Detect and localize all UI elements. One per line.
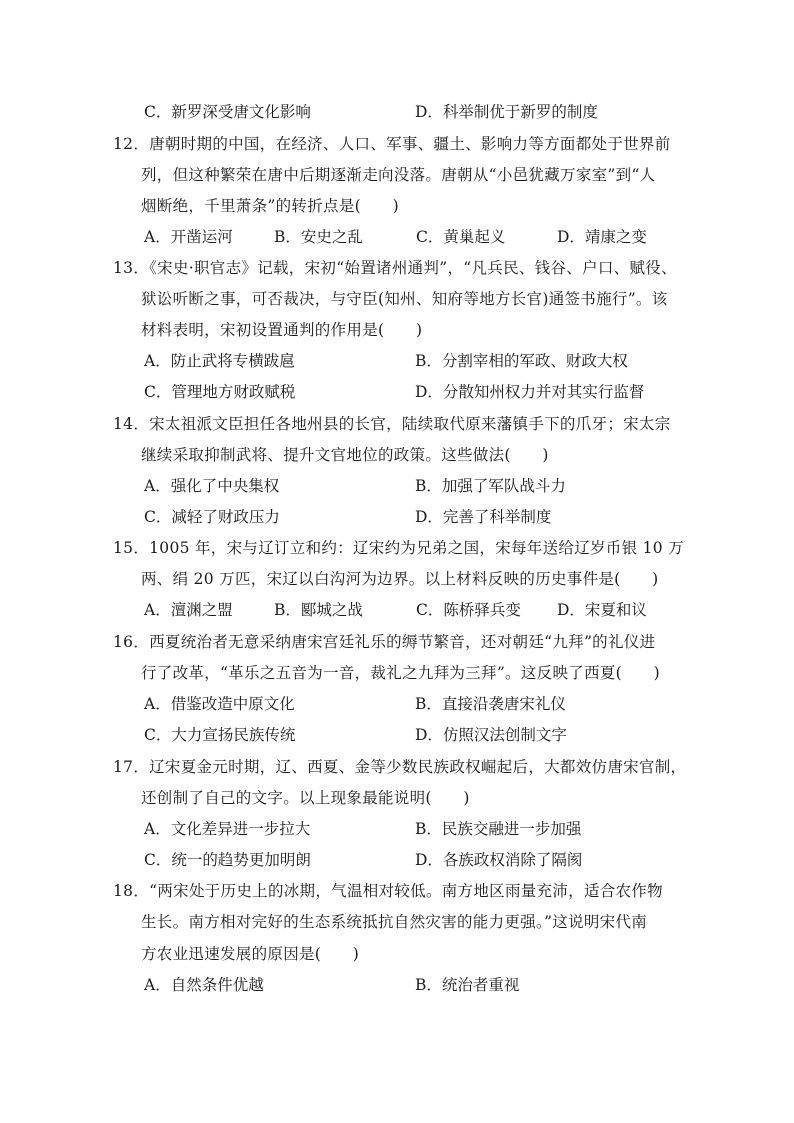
q13-text-line-1: 13．《宋史·职官志》记载，宋初“始置诸州通判”，“凡兵民、钱谷、户口、赋役、 [113,259,677,277]
q18-text-line-2: 生长。南方相对完好的生态系统抵抗自然灾害的能力更强。”这说明宋代南 [141,913,648,931]
q15-text-line-1: 15．1005 年，宋与辽订立和约：辽宋约为兄弟之国，宋每年送给辽岁币银 10 万 [113,539,684,557]
q13-option-a: A．防止武将专横跋扈 [144,352,295,370]
q12-text-line-3: 烟断绝，千里萧条”的转折点是( ) [141,197,399,215]
q16-option-d: D．仿照汉法创制文字 [415,726,567,744]
q12-option-b: B．安史之乱 [274,228,363,246]
q18-text-line-1: 18．“两宋处于历史上的冰期，气温相对较低。南方地区雨量充沛，适合农作物 [113,882,663,900]
q15-option-d: D．宋夏和议 [557,601,647,619]
q17-option-c: C．统一的趋势更加明朗 [144,851,311,869]
q15-option-c: C．陈桥驿兵变 [416,601,521,619]
q18-text-line-3: 方农业迅速发展的原因是( ) [141,945,360,963]
q16-text-line-2: 行了改革，“革乐之五音为一音，裁礼之九拜为三拜”。这反映了西夏( ) [141,664,660,682]
q16-text-line-1: 16．西夏统治者无意采纳唐宋宫廷礼乐的缛节繁音，还对朝廷“九拜”的礼仪进 [113,633,656,651]
q11-option-d: D．科举制优于新罗的制度 [415,103,598,121]
q12-text-line-2: 列，但这种繁荣在唐中后期逐渐走向没落。唐朝从“小邑犹藏万家室”到“人 [141,166,656,184]
q12-text-line-1: 12．唐朝时期的中国，在经济、人口、军事、疆土、影响力等方面都处于世界前 [113,135,671,153]
q14-text-line-1: 14．宋太祖派文臣担任各地州县的长官，陆续取代原来藩镇手下的爪牙；宋太宗 [113,415,671,433]
q12-option-c: C．黄巢起义 [416,228,506,246]
q17-option-b: B．民族交融进一步加强 [415,820,582,838]
q17-option-d: D．各族政权消除了隔阂 [415,851,583,869]
q14-option-b: B．加强了军队战斗力 [415,477,566,495]
q17-text-line-1: 17．辽宋夏金元时期，辽、西夏、金等少数民族政权崛起后，大都效仿唐宋官制， [113,758,687,776]
q16-option-a: A．借鉴改造中原文化 [144,695,295,713]
q11-option-c: C．新罗深受唐文化影响 [144,103,311,121]
q15-option-b: B．郾城之战 [274,601,363,619]
q14-option-d: D．完善了科举制度 [415,508,552,526]
q14-option-a: A．强化了中央集权 [144,477,280,495]
q15-option-a: A．澶渊之盟 [144,601,233,619]
q17-option-a: A．文化差异进一步拉大 [144,820,311,838]
q12-option-a: A．开凿运河 [144,228,233,246]
q12-option-d: D．靖康之变 [557,228,647,246]
q13-option-c: C．管理地方财政赋税 [144,383,296,401]
q16-option-c: C．大力宣扬民族传统 [144,726,296,744]
q13-text-line-2: 狱讼听断之事，可否裁决，与守臣(知州、知府等地方长官)通签书施行”。该 [141,290,668,308]
q14-option-c: C．减轻了财政压力 [144,508,280,526]
q13-option-d: D．分散知州权力并对其实行监督 [415,383,645,401]
q18-option-b: B．统治者重视 [415,976,520,994]
q13-text-line-3: 材料表明，宋初设置通判的作用是( ) [141,321,423,339]
q15-text-line-2: 两、绢 20 万匹，宋辽以白沟河为边界。以上材料反映的历史事件是( ) [141,570,659,588]
q18-option-a: A．自然条件优越 [144,976,264,994]
q13-option-b: B．分割宰相的军政、财政大权 [415,352,628,370]
q14-text-line-2: 继续采取抑制武将、提升文官地位的政策。这些做法( ) [141,446,549,464]
q16-option-b: B．直接沿袭唐宋礼仪 [415,695,566,713]
q17-text-line-2: 还创制了自己的文字。以上现象最能说明( ) [141,789,470,807]
